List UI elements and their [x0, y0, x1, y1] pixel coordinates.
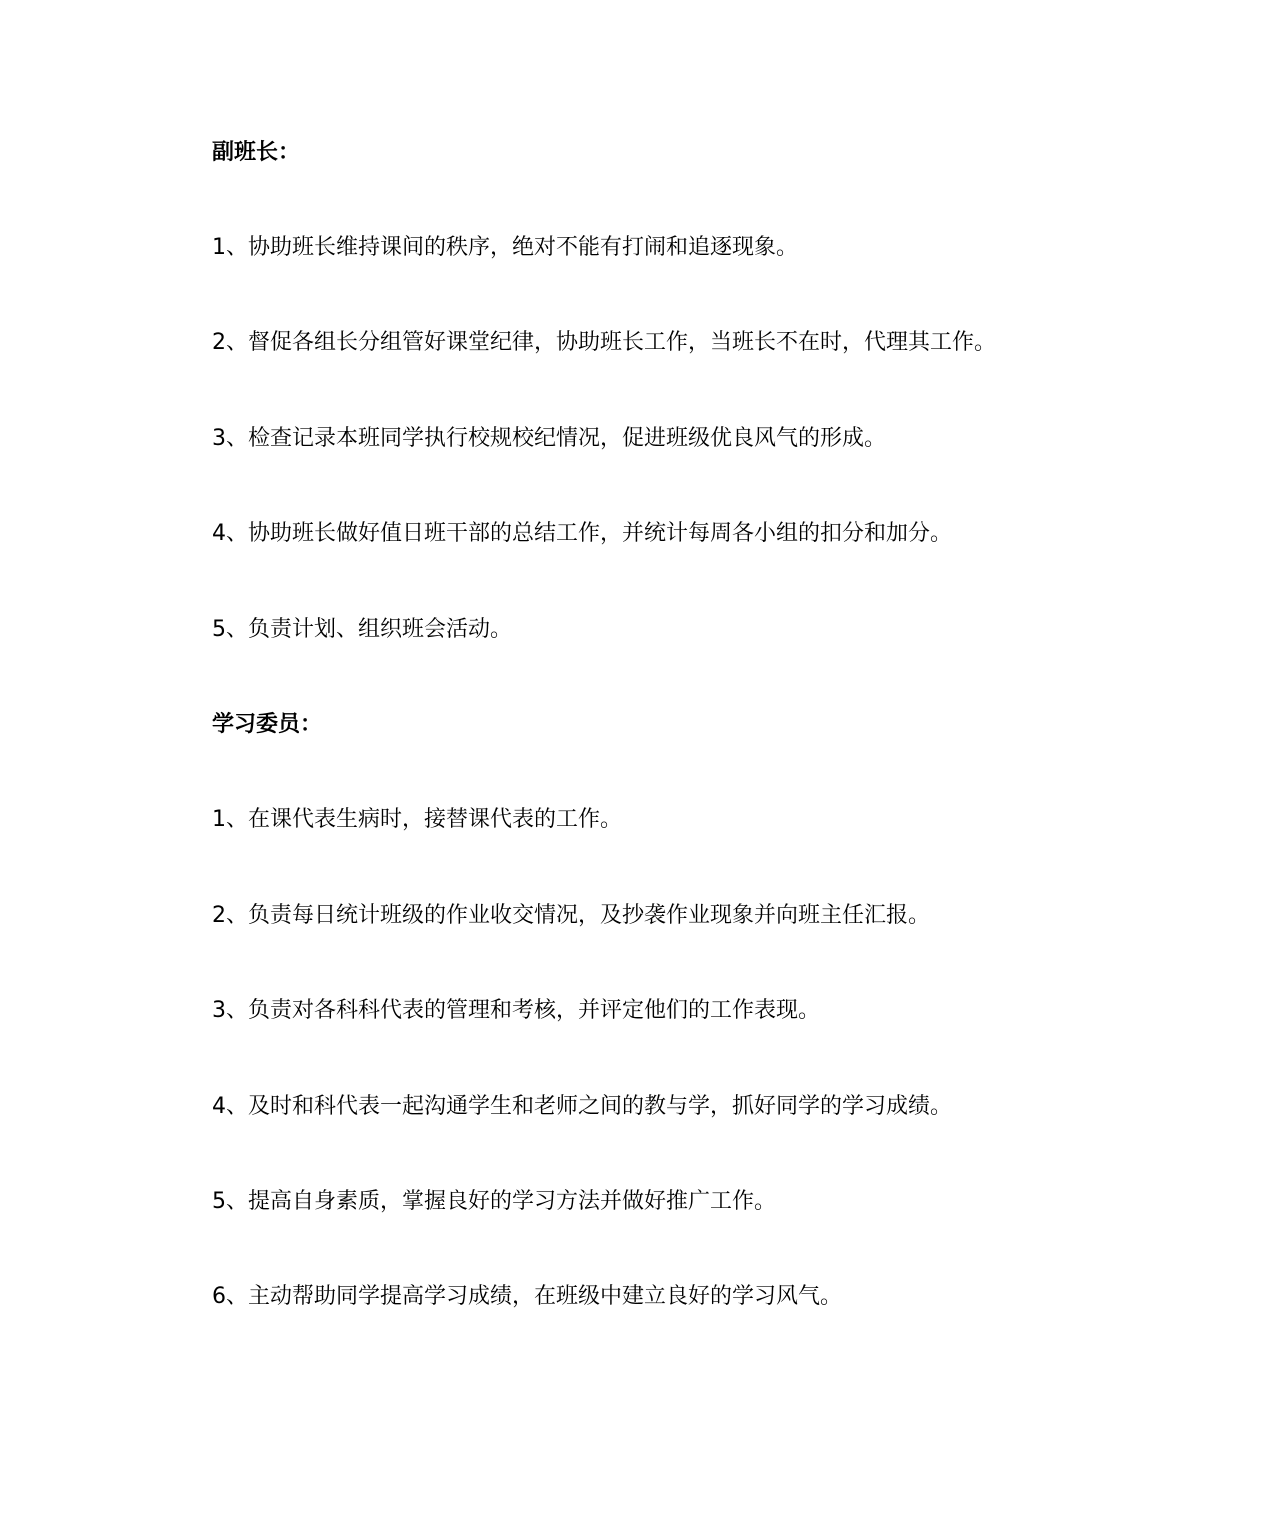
list-item: 2、督促各组长分组管好课堂纪律，协助班长工作，当班长不在时，代理其工作。: [212, 330, 996, 355]
section-heading-vice-monitor: 副班长：: [212, 140, 301, 165]
list-item: 6、主动帮助同学提高学习成绩，在班级中建立良好的学习风气。: [212, 1284, 842, 1309]
list-item: 4、及时和科代表一起沟通学生和老师之间的教与学，抓好同学的学习成绩。: [212, 1094, 952, 1119]
list-item: 3、检查记录本班同学执行校规校纪情况，促进班级优良风气的形成。: [212, 426, 886, 451]
section-heading-study-committee: 学习委员：: [212, 712, 323, 737]
list-item: 5、提高自身素质，掌握良好的学习方法并做好推广工作。: [212, 1189, 776, 1214]
list-item: 3、负责对各科科代表的管理和考核，并评定他们的工作表现。: [212, 998, 820, 1023]
list-item: 4、协助班长做好值日班干部的总结工作，并统计每周各小组的扣分和加分。: [212, 521, 952, 546]
list-item: 2、负责每日统计班级的作业收交情况，及抄袭作业现象并向班主任汇报。: [212, 903, 930, 928]
list-item: 1、在课代表生病时，接替课代表的工作。: [212, 807, 622, 832]
list-item: 5、负责计划、组织班会活动。: [212, 617, 512, 642]
list-item: 1、协助班长维持课间的秩序，绝对不能有打闹和追逐现象。: [212, 235, 798, 260]
